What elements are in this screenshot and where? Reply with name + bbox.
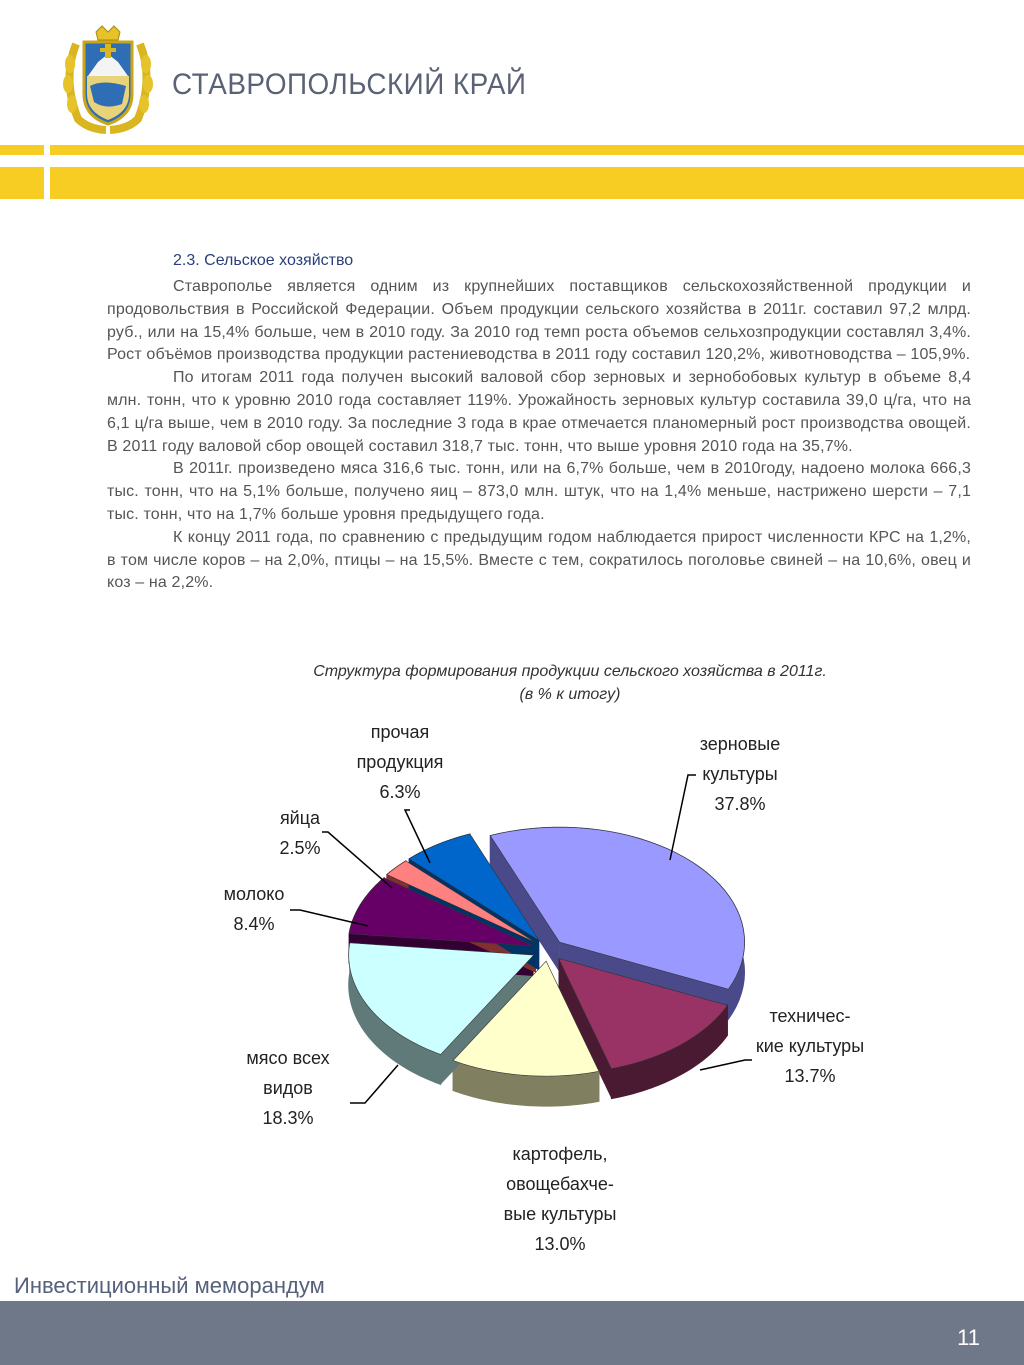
coat-of-arms-emblem	[58, 24, 158, 136]
section-heading: 2.3. Сельское хозяйство	[173, 252, 354, 269]
slice-category-label: культуры	[702, 764, 778, 784]
slice-value-label: 8.4%	[233, 914, 275, 934]
slice-value-label: 18.3%	[262, 1108, 314, 1128]
paragraph: По итогам 2011 года получен высокий валовой сбор зерновых и зернобобовых культур в объеме 8,4 млн. тонн, что к уровню 2010 года составляет 119%. Урожайность зерновых культур составила 39,0 ц/га, что на 6,1 ц/га выше, чем в 2010 году. За последние 3 года в крае отмечается планомерный рост производства овощей. В 2011 году валовой сбор овощей составил 318,7 тыс. тонн, что выше уровня 2010 года на 35,7%.	[107, 369, 971, 455]
pie-chart	[200, 700, 920, 1270]
slice-value-label: 2.5%	[279, 838, 321, 858]
leader-line	[322, 832, 392, 888]
header-band-thick	[0, 167, 1024, 199]
footer-title: Инвестиционный меморандум	[14, 1273, 325, 1298]
slice-category-label: вые культуры	[503, 1204, 617, 1224]
paragraph: К концу 2011 года, по сравнению с предыдущим годом наблюдается прирост численности КРС на 1,2%, в том числе коров – на 2,0%, птицы – на 15,5%. Вместе с тем, сократилось поголовье свиней – на 10,6%, овец и коз – на 2,2%.	[107, 528, 971, 592]
leader-line	[700, 1060, 752, 1070]
slice-value-label: 37.8%	[714, 794, 766, 814]
slice-category-label: овощебахче-	[506, 1174, 614, 1194]
slice-value-label: 13.0%	[534, 1234, 586, 1254]
paragraph: Ставрополье является одним из крупнейших поставщиков сельскохозяйственной продукции и продовольствия в Российской Федерации. Объем продукции сельского хозяйства в 2011г. составил 97,2 млрд. руб., или на 15,4% больше, чем в 2010 году. За 2010 год темп роста объемов сельхозпродукции составлял 3,4%. Рост объёмов производства продукции растениеводства в 2011 году составил 120,2%, животноводства – 105,9%.	[107, 278, 971, 364]
header-band-divider	[44, 145, 50, 199]
region-title: СТАВРОПОЛЬСКИЙ КРАЙ	[172, 68, 527, 101]
slice-category-label: картофель,	[512, 1144, 608, 1164]
slice-value-label: 13.7%	[784, 1066, 836, 1086]
footer-bar	[0, 1301, 1024, 1365]
leader-line	[350, 1065, 398, 1103]
header-band-thin	[0, 145, 1024, 155]
slice-category-label: техничес-	[769, 1006, 851, 1026]
slice-category-label: яйца	[279, 808, 321, 828]
slice-category-label: молоко	[223, 884, 285, 904]
slice-category-label: видов	[263, 1078, 313, 1098]
slice-category-label: прочая	[370, 722, 430, 742]
slice-category-label: мясо всех	[246, 1048, 330, 1068]
slice-category-label: кие культуры	[755, 1036, 865, 1056]
chart-subtitle: (в % к итогу)	[519, 686, 621, 703]
chart-title: Структура формирования продукции сельского хозяйства в 2011г.	[313, 663, 827, 680]
leader-line	[670, 775, 696, 860]
slice-category-label: продукция	[356, 752, 444, 772]
pie-chart-svg	[200, 700, 920, 1270]
slice-category-label: зерновые	[699, 734, 781, 754]
header-band-gap	[0, 155, 1024, 167]
page-number: 11	[957, 1325, 980, 1350]
section-content	[107, 250, 971, 595]
slice-value-label: 6.3%	[379, 782, 421, 802]
paragraph: В 2011г. произведено мяса 316,6 тыс. тонн, или на 6,7% больше, чем в 2010году, надоено молока 666,3 тыс. тонн, что на 5,1% больше, получено яиц – 873,0 млн. штук, что на 1,4% меньше, настрижено шерсти – 7,1 тыс. тонн, что на 1,7% больше уровня предыдущего года.	[107, 460, 971, 523]
